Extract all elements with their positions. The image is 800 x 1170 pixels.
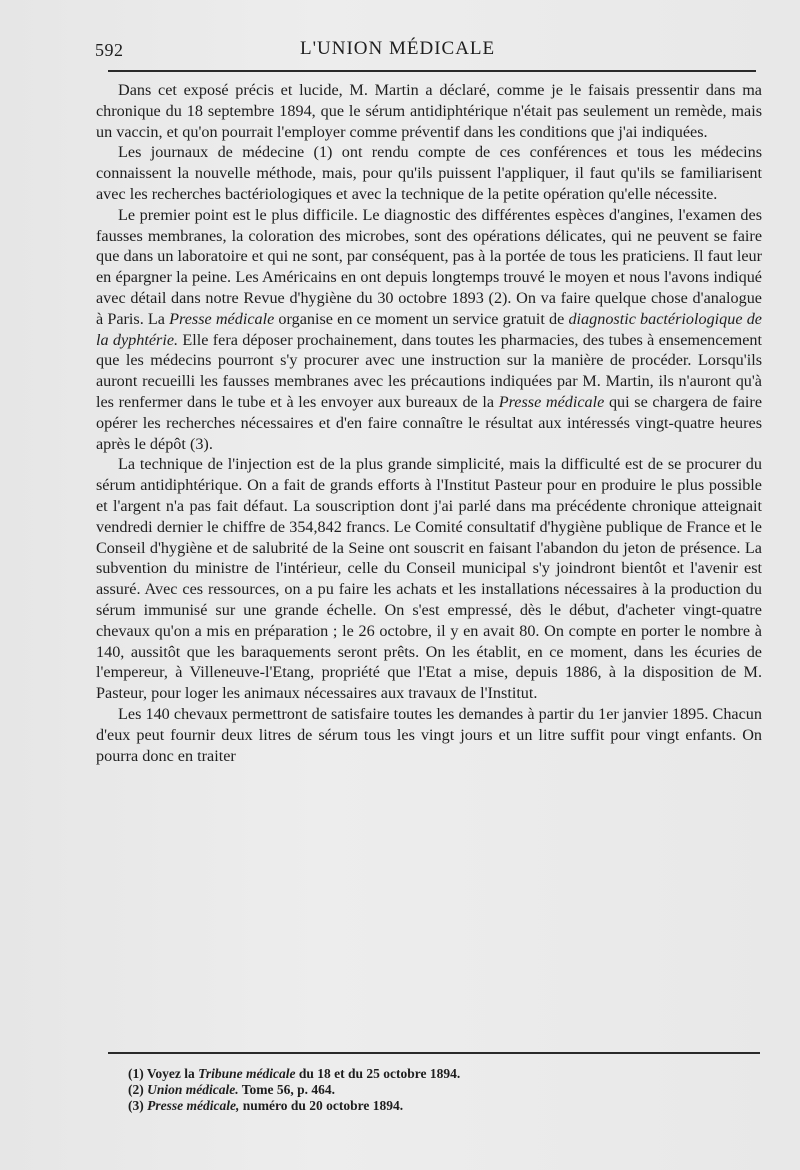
text-run: (1) Voyez la bbox=[128, 1066, 199, 1081]
paragraph bbox=[96, 454, 762, 704]
text-run: (3) bbox=[128, 1098, 148, 1113]
text-run: La technique de l'injection est de la plus grande simplicité, mais la difficulté est de se procurer du sérum antidiphtérique. On a fait de grands efforts à l'Institut Pasteur pour en produire le plus possible et l'argent n'a pas fait défaut. La souscription dont j'ai parlé dans ma précédente chronique atteignait vendredi dernier le chiffre de 354,842 francs. Le Comité consultatif d'hygiène publique de France et le Conseil d'hygiène et de salubrité de la Seine ont souscrit en faisant l'abandon du jeton de présence. La subvention du ministre de l'intérieur, celle du Conseil municipal s'y joindront bientôt et l'avenir est assuré. Avec ces ressources, on a pu faire les achats et les installations nécessaires à la production du sérum immunisé sur une grande échelle. On s'est empressé, dès le début, d'acheter vingt-quatre chevaux qu'on a mis en préparation ; le 26 octobre, il y en avait 80. On compte en porter le nombre à 140, aussitôt que les baraquements seront prêts. On les établit, en ce moment, dans les écuries de l'empereur, à Villeneuve-l'Etang, propriété que l'Etat a mise, depuis 1886, à la disposition de M. Pasteur, pour loger les animaux nécessaires aux travaux de l'Institut. bbox=[96, 455, 762, 703]
paragraph bbox=[96, 205, 762, 455]
text-run: Les 140 chevaux permettront de satisfaire toutes les demandes à partir du 1er janvier 1895. Chacun d'eux peut fournir deux litres de sérum tous les vingt jours et un litre suffit pour vingt enfants. On pourra donc en traiter bbox=[96, 704, 762, 765]
italic-text: diagnostic bactériologique de la dyphtérie. bbox=[96, 309, 762, 349]
text-run: Tome 56, p. 464. bbox=[238, 1082, 336, 1097]
text-run: du 18 et du 25 octobre 1894. bbox=[295, 1066, 461, 1081]
page-header bbox=[95, 38, 755, 64]
italic-text: Union médicale. bbox=[147, 1082, 239, 1097]
text-run: numéro du 20 octobre 1894. bbox=[239, 1098, 404, 1113]
footnote bbox=[128, 1098, 748, 1114]
footnote bbox=[128, 1082, 748, 1098]
paragraph bbox=[96, 704, 762, 766]
text-run: Dans cet exposé précis et lucide, M. Martin a déclaré, comme je le faisais pressentir dans ma chronique du 18 septembre 1894, que le sérum antidiphtérique n'était pas seulement un remède, mais un vaccin, et qu'on pourrait l'employer comme préventif dans les conditions que j'ai indiquées. bbox=[96, 81, 762, 141]
page-number: 592 bbox=[95, 40, 124, 60]
italic-text: Tribune médicale bbox=[198, 1066, 296, 1081]
footnote-rule bbox=[108, 1052, 760, 1054]
text-run: qui se chargera de faire opérer les recherches nécessaires et d'en faire connaître le résultat aux intéressés vingt-quatre heures après le dépôt (3). bbox=[96, 392, 763, 453]
footnotes bbox=[128, 1066, 748, 1114]
text-run: (2) bbox=[128, 1082, 148, 1097]
header-rule bbox=[108, 70, 756, 72]
italic-text: Presse médicale bbox=[498, 392, 605, 411]
text-run: Les journaux de médecine (1) ont rendu compte de ces conférences et tous les médecins connaissent la nouvelle méthode, mais, pour qu'ils puissent l'appliquer, il faut qu'ils se familiarisent avec les recherches bactériologiques et avec la technique de la petite opération qu'elle nécessite. bbox=[96, 143, 762, 203]
text-run: organise en ce moment un service gratuit de bbox=[274, 309, 569, 328]
italic-text: Presse médicale, bbox=[147, 1098, 240, 1113]
footnote bbox=[128, 1066, 748, 1082]
text-run: Elle fera déposer prochainement, dans toutes les pharmacies, des tubes à ensemencement que les médecins pourront s'y procurer avec une instruction sur la manière de procéder. Lorsqu'ils auront recueilli les fausses membranes avec les précautions indiquées par M. Martin, ils n'auront qu'à les renfermer dans le tube et à les envoyer aux bureaux de la bbox=[96, 330, 762, 411]
paragraph bbox=[96, 142, 762, 204]
text-run: Le premier point est le plus difficile. Le diagnostic des différentes espèces d'angines, l'examen des fausses membranes, la coloration des microbes, sont des opérations délicates, qui ne peuvent se faire que dans un laboratoire et qui ne sont, par conséquent, pas à la portée de tous les praticiens. Il faut leur en épargner la peine. Les Américains en ont depuis longtemps trouvé le moyen et nous l'avons indiqué avec détail dans notre Revue d'hygiène du 30 octobre 1893 (2). On va faire quelque chose d'analogue à Paris. La bbox=[96, 205, 762, 328]
italic-text: Presse médicale bbox=[169, 309, 275, 328]
body-text bbox=[96, 80, 762, 766]
running-head: L'UNION MÉDICALE bbox=[300, 38, 496, 59]
paragraph bbox=[96, 80, 762, 142]
